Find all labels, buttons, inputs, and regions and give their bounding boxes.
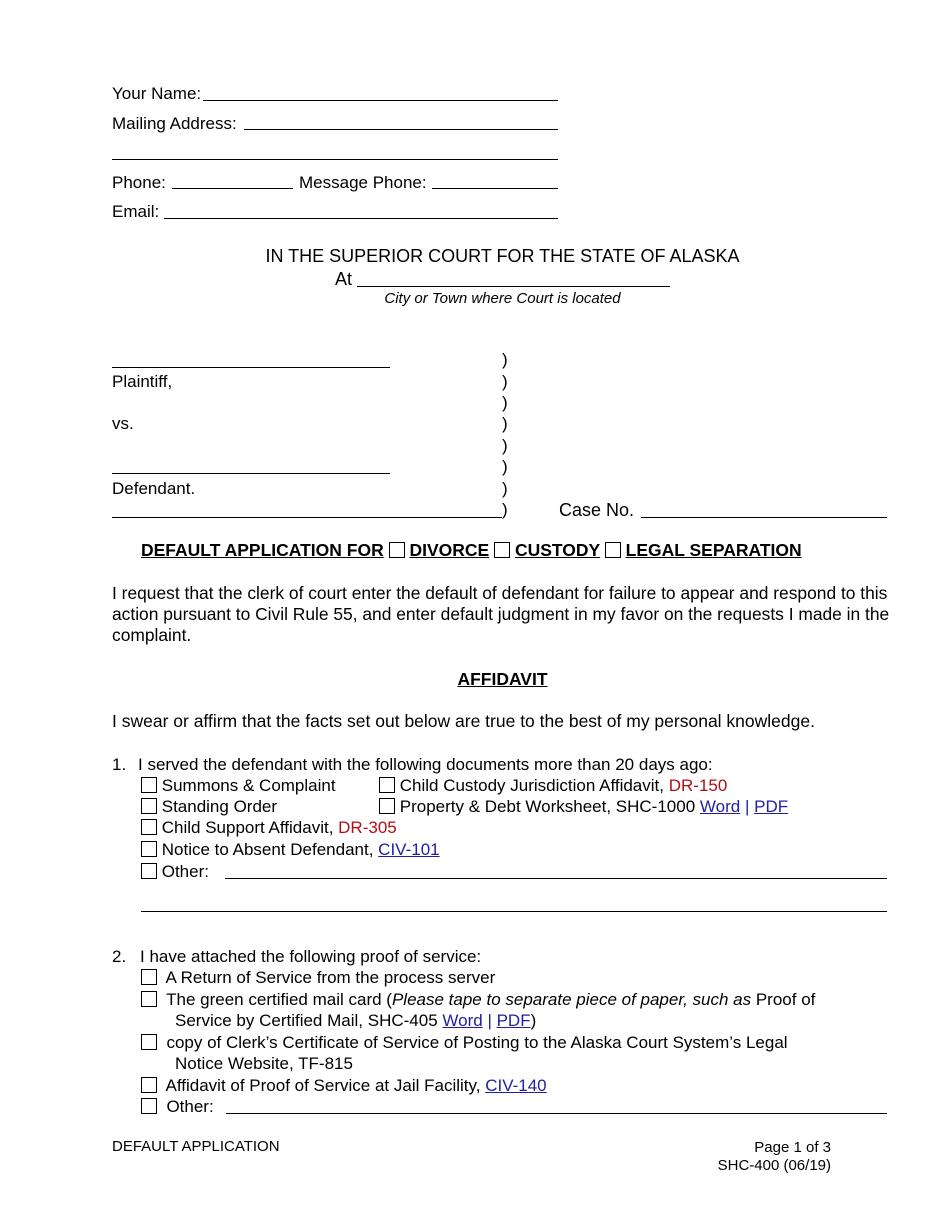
item2-other-field[interactable] <box>226 1113 887 1114</box>
court-location-caption: City or Town where Court is located <box>384 290 621 307</box>
green-card-italic: Please tape to separate piece of paper, such as <box>391 990 752 1009</box>
caption-paren: ) <box>502 457 508 476</box>
notice-checkbox[interactable] <box>141 841 157 857</box>
divorce-checkbox[interactable] <box>389 542 405 558</box>
name-label: Your Name: <box>112 84 202 103</box>
form-title-prefix: DEFAULT APPLICATION FOR <box>141 540 384 560</box>
item1-row-1 <box>141 776 336 796</box>
item1-row-2 <box>141 797 277 817</box>
jail-affidavit-label: Affidavit of Proof of Service at Jail Facility, <box>165 1076 481 1095</box>
notice-link[interactable]: CIV-101 <box>378 840 440 859</box>
custody-affidavit-code: DR-150 <box>668 776 728 795</box>
item1-other-field[interactable] <box>225 878 887 879</box>
caption-paren: ) <box>502 414 508 433</box>
worksheet-checkbox[interactable] <box>379 798 395 814</box>
green-card-label: The green certified mail card ( <box>166 990 392 1009</box>
item1-text: I served the defendant with the following documents more than 20 days ago: <box>138 755 713 774</box>
custody-label: CUSTODY <box>514 540 600 560</box>
custody-affidavit-label: Child Custody Jurisdiction Affidavit, <box>399 776 664 795</box>
caption-bottom-rule <box>112 517 502 518</box>
oath-text: I swear or affirm that the facts set out below are true to the best of my personal knowledge. <box>112 711 815 731</box>
item2-row-3 <box>141 1033 788 1053</box>
item1-row-3 <box>141 818 397 838</box>
form-title <box>141 540 802 561</box>
affidavit-heading <box>0 669 950 690</box>
link-separator: | <box>744 797 750 816</box>
standing-order-label: Standing Order <box>161 797 278 816</box>
message-phone-label: Message Phone: <box>299 173 427 192</box>
item1-other-checkbox[interactable] <box>141 863 157 879</box>
standing-order-checkbox[interactable] <box>141 798 157 814</box>
defendant-field[interactable] <box>112 473 390 474</box>
item2-row-1 <box>141 968 495 988</box>
divorce-label: DIVORCE <box>409 540 490 560</box>
affidavit-title: AFFIDAVIT <box>457 669 548 689</box>
message-phone-field[interactable] <box>432 188 558 189</box>
item1-row-4 <box>141 840 440 860</box>
caption-paren: ) <box>502 393 508 412</box>
caption-paren: ) <box>502 479 508 498</box>
case-no-field[interactable] <box>641 517 887 518</box>
item2-row-2 <box>141 990 815 1010</box>
item2-row-2-cont <box>175 1011 536 1031</box>
clerk-cert-label-cont: Notice Website, TF-815 <box>175 1054 353 1073</box>
caption-paren: ) <box>502 500 508 519</box>
worksheet-pdf-link[interactable]: PDF <box>754 797 789 816</box>
plaintiff-label: Plaintiff, <box>112 372 173 391</box>
worksheet-label: Property & Debt Worksheet, SHC-1000 <box>399 797 696 816</box>
legal-separation-checkbox[interactable] <box>605 542 621 558</box>
phone-label: Phone: <box>112 173 166 192</box>
footer-form-name: DEFAULT APPLICATION <box>112 1138 280 1155</box>
green-card-label-c: Service by Certified Mail, SHC-405 <box>175 1011 438 1030</box>
address-field-line-2[interactable] <box>112 159 558 160</box>
vs-label: vs. <box>112 414 134 433</box>
footer-page-number: Page 1 of 3 <box>754 1139 831 1156</box>
notice-label: Notice to Absent Defendant, <box>161 840 374 859</box>
address-field-line-1[interactable] <box>244 129 558 130</box>
item1-other-field-line-2[interactable] <box>141 911 887 912</box>
green-card-label-b: Proof of <box>755 990 816 1009</box>
phone-field[interactable] <box>172 188 293 189</box>
jail-affidavit-checkbox[interactable] <box>141 1077 157 1093</box>
legal-separation-label: LEGAL SEPARATION <box>625 540 802 560</box>
green-card-checkbox[interactable] <box>141 991 157 1007</box>
item2-number: 2. <box>112 947 127 966</box>
name-field[interactable] <box>203 100 558 101</box>
return-service-label: A Return of Service from the process server <box>165 968 496 987</box>
custody-affidavit-checkbox[interactable] <box>379 777 395 793</box>
support-affidavit-checkbox[interactable] <box>141 819 157 835</box>
certified-mail-pdf-link[interactable]: PDF <box>496 1011 531 1030</box>
court-title: IN THE SUPERIOR COURT FOR THE STATE OF ALASKA <box>265 246 740 266</box>
caption-paren: ) <box>502 350 508 369</box>
item1-row-5 <box>141 862 209 882</box>
custody-checkbox[interactable] <box>494 542 510 558</box>
item2-other-label: Other: <box>166 1097 214 1116</box>
return-service-checkbox[interactable] <box>141 969 157 985</box>
address-label: Mailing Address: <box>112 114 237 133</box>
item2-row-4 <box>141 1076 547 1096</box>
clerk-cert-checkbox[interactable] <box>141 1034 157 1050</box>
email-field[interactable] <box>164 218 558 219</box>
item1-number: 1. <box>112 755 127 774</box>
certified-mail-word-link[interactable]: Word <box>442 1011 483 1030</box>
item1-row-1b <box>379 776 727 796</box>
request-paragraph: I request that the clerk of court enter the default of defendant for failure to appear and respond to this action pursuant to Civil Rule 55, and enter default judgment in my favor on the requests I made in the complaint. <box>112 583 890 645</box>
footer-form-code: SHC-400 (06/19) <box>717 1157 831 1174</box>
defendant-label: Defendant. <box>112 479 196 498</box>
plaintiff-field[interactable] <box>112 367 390 368</box>
support-affidavit-label: Child Support Affidavit, <box>161 818 334 837</box>
close-paren: ) <box>530 1011 537 1030</box>
support-affidavit-code: DR-305 <box>338 818 397 837</box>
clerk-cert-label: copy of Clerk’s Certificate of Service of Posting to the Alaska Court System’s Legal <box>166 1033 788 1052</box>
caption-paren: ) <box>502 436 508 455</box>
court-at-label: At <box>335 269 353 289</box>
link-separator: | <box>487 1011 492 1030</box>
court-location-field[interactable] <box>357 286 670 287</box>
caption-paren: ) <box>502 372 508 391</box>
item1-other-label: Other: <box>161 862 209 881</box>
item2-other-checkbox[interactable] <box>141 1098 157 1114</box>
worksheet-word-link[interactable]: Word <box>699 797 741 816</box>
summons-checkbox[interactable] <box>141 777 157 793</box>
item2-row-5 <box>141 1097 214 1117</box>
summons-label: Summons & Complaint <box>161 776 336 795</box>
email-label: Email: <box>112 202 160 221</box>
item1-row-2b <box>379 797 788 817</box>
jail-affidavit-link[interactable]: CIV-140 <box>485 1076 547 1095</box>
item2-text: I have attached the following proof of service: <box>140 947 482 966</box>
case-no-label: Case No. <box>559 500 635 520</box>
